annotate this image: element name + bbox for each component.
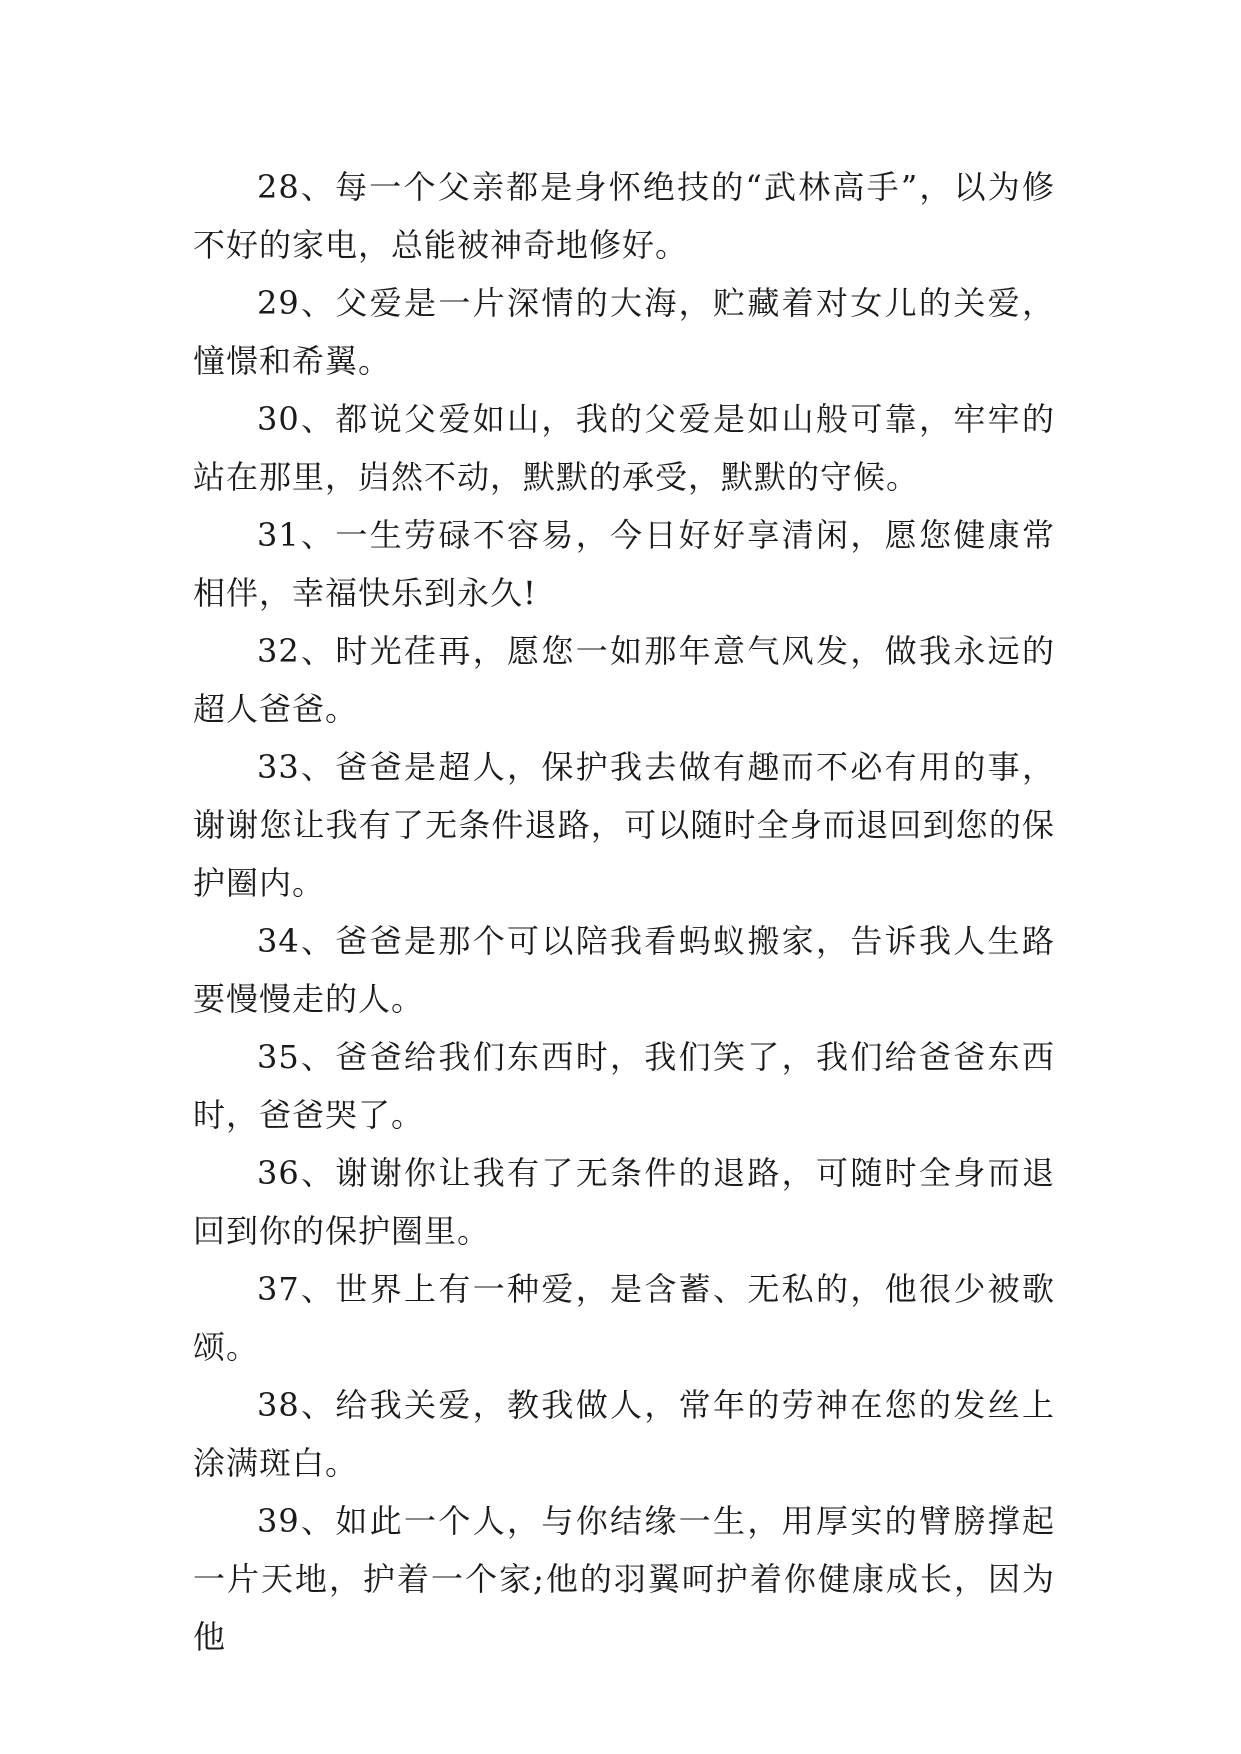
paragraph-30: 30、都说父爱如山，我的父爱是如山般可靠，牢牢的站在那里，岿然不动，默默的承受，默默的守候。: [193, 400, 1055, 496]
paragraph-32: 32、时光荏再，愿您一如那年意气风发，做我永远的超人爸爸。: [193, 632, 1055, 728]
paragraph-34: 34、爸爸是那个可以陪我看蚂蚁搬家，告诉我人生路要慢慢走的人。: [193, 922, 1055, 1018]
paragraph-29: 29、父爱是一片深情的大海，贮藏着对女儿的关爱，憧憬和希翼。: [193, 284, 1055, 380]
paragraph-33: 33、爸爸是超人，保护我去做有趣而不必有用的事，谢谢您让我有了无条件退路，可以随时全身而退回到您的保护圈内。: [193, 748, 1055, 902]
paragraph-28: 28、每一个父亲都是身怀绝技的“武林高手”，以为修不好的家电，总能被神奇地修好。: [193, 168, 1055, 264]
paragraph-38: 38、给我关爱，教我做人，常年的劳神在您的发丝上涂满斑白。: [193, 1386, 1055, 1482]
paragraph-37: 37、世界上有一种爱，是含蓄、无私的，他很少被歌颂。: [193, 1270, 1055, 1366]
document-body: [193, 158, 1055, 1666]
paragraph-36: 36、谢谢你让我有了无条件的退路，可随时全身而退回到你的保护圈里。: [193, 1154, 1055, 1250]
paragraph-31: 31、一生劳碌不容易，今日好好享清闲，愿您健康常相伴，幸福快乐到永久!: [193, 516, 1055, 612]
paragraph-35: 35、爸爸给我们东西时，我们笑了，我们给爸爸东西时，爸爸哭了。: [193, 1038, 1055, 1134]
paragraph-39: 39、如此一个人，与你结缘一生，用厚实的臂膀撑起一片天地，护着一个家;他的羽翼呵护着你健康成长，因为他: [193, 1502, 1055, 1656]
